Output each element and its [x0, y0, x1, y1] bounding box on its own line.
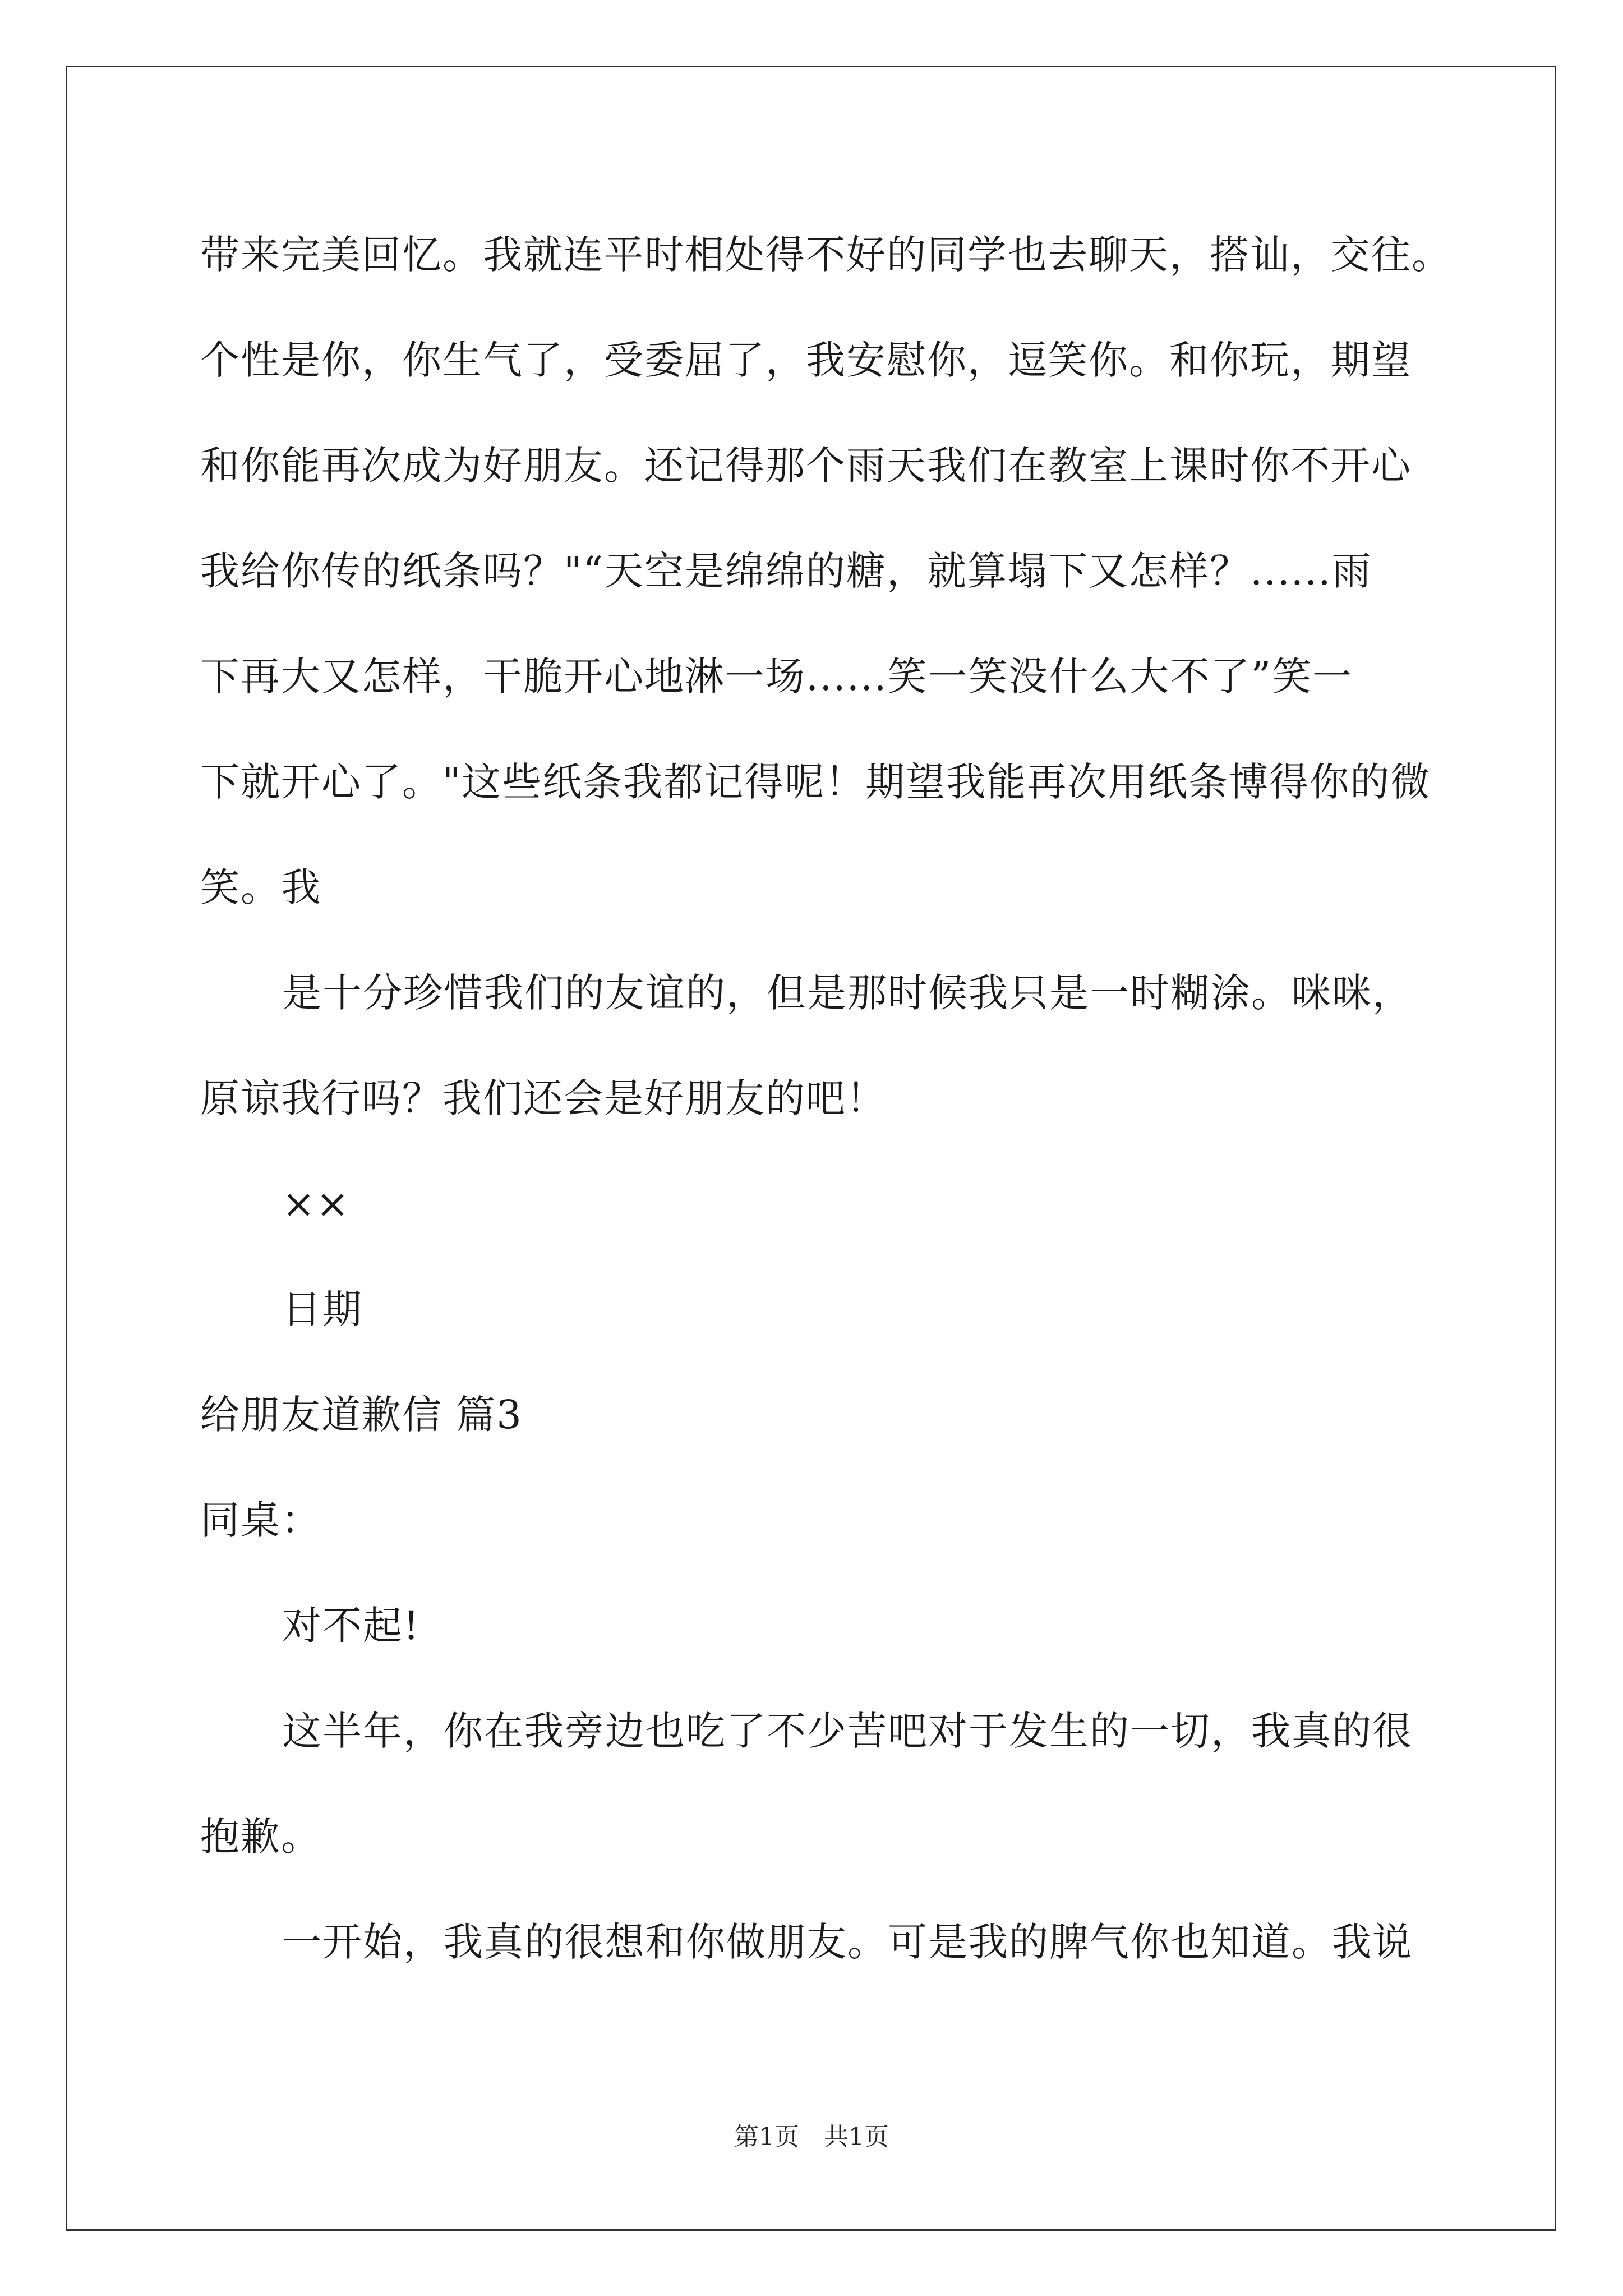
salutation: 同桌：: [200, 1497, 321, 1543]
date-line: 日期: [282, 1286, 363, 1332]
paragraph-line: 抱歉。: [200, 1814, 321, 1860]
paragraph-line: 一开始，我真的很想和你做朋友。可是我的脾气你也知道。我说: [282, 1919, 1413, 1965]
paragraph-line: 我给你传的纸条吗？"“天空是绵绵的糖，就算塌下又怎样？......雨: [200, 548, 1372, 594]
paragraph-line: 和你能再次成为好朋友。还记得那个雨天我们在教室上课时你不开心: [200, 443, 1412, 489]
paragraph-line: 这半年，你在我旁边也吃了不少苦吧对于发生的一切，我真的很: [282, 1708, 1413, 1754]
document-body: [200, 202, 1456, 1995]
paragraph-line: 笑。我: [200, 864, 321, 910]
paragraph-line: 是十分珍惜我们的友谊的，但是那时候我只是一时糊涂。咪咪，: [282, 970, 1413, 1016]
page-footer: [0, 2120, 1623, 2154]
paragraph-line: 带来完美回忆。我就连平时相处得不好的同学也去聊天，搭讪，交往。: [200, 232, 1452, 278]
page-number: 第1页: [734, 2123, 799, 2151]
paragraph-line: 原谅我行吗？我们还会是好朋友的吧！: [200, 1075, 887, 1121]
paragraph-line: 下再大又怎样，干脆开心地淋一场......笑一笑没什么大不了”笑一: [200, 654, 1353, 700]
page-total: 共1页: [824, 2123, 889, 2151]
paragraph-line: 下就开心了。"这些纸条我都记得呢！期望我能再次用纸条博得你的微: [200, 759, 1431, 805]
section-heading: 给朋友道歉信 篇3: [200, 1392, 523, 1438]
signature: ××: [282, 1181, 351, 1227]
paragraph-line: 个性是你，你生气了，受委屈了，我安慰你，逗笑你。和你玩，期望: [200, 337, 1412, 383]
paragraph-line: 对不起!: [282, 1603, 421, 1649]
